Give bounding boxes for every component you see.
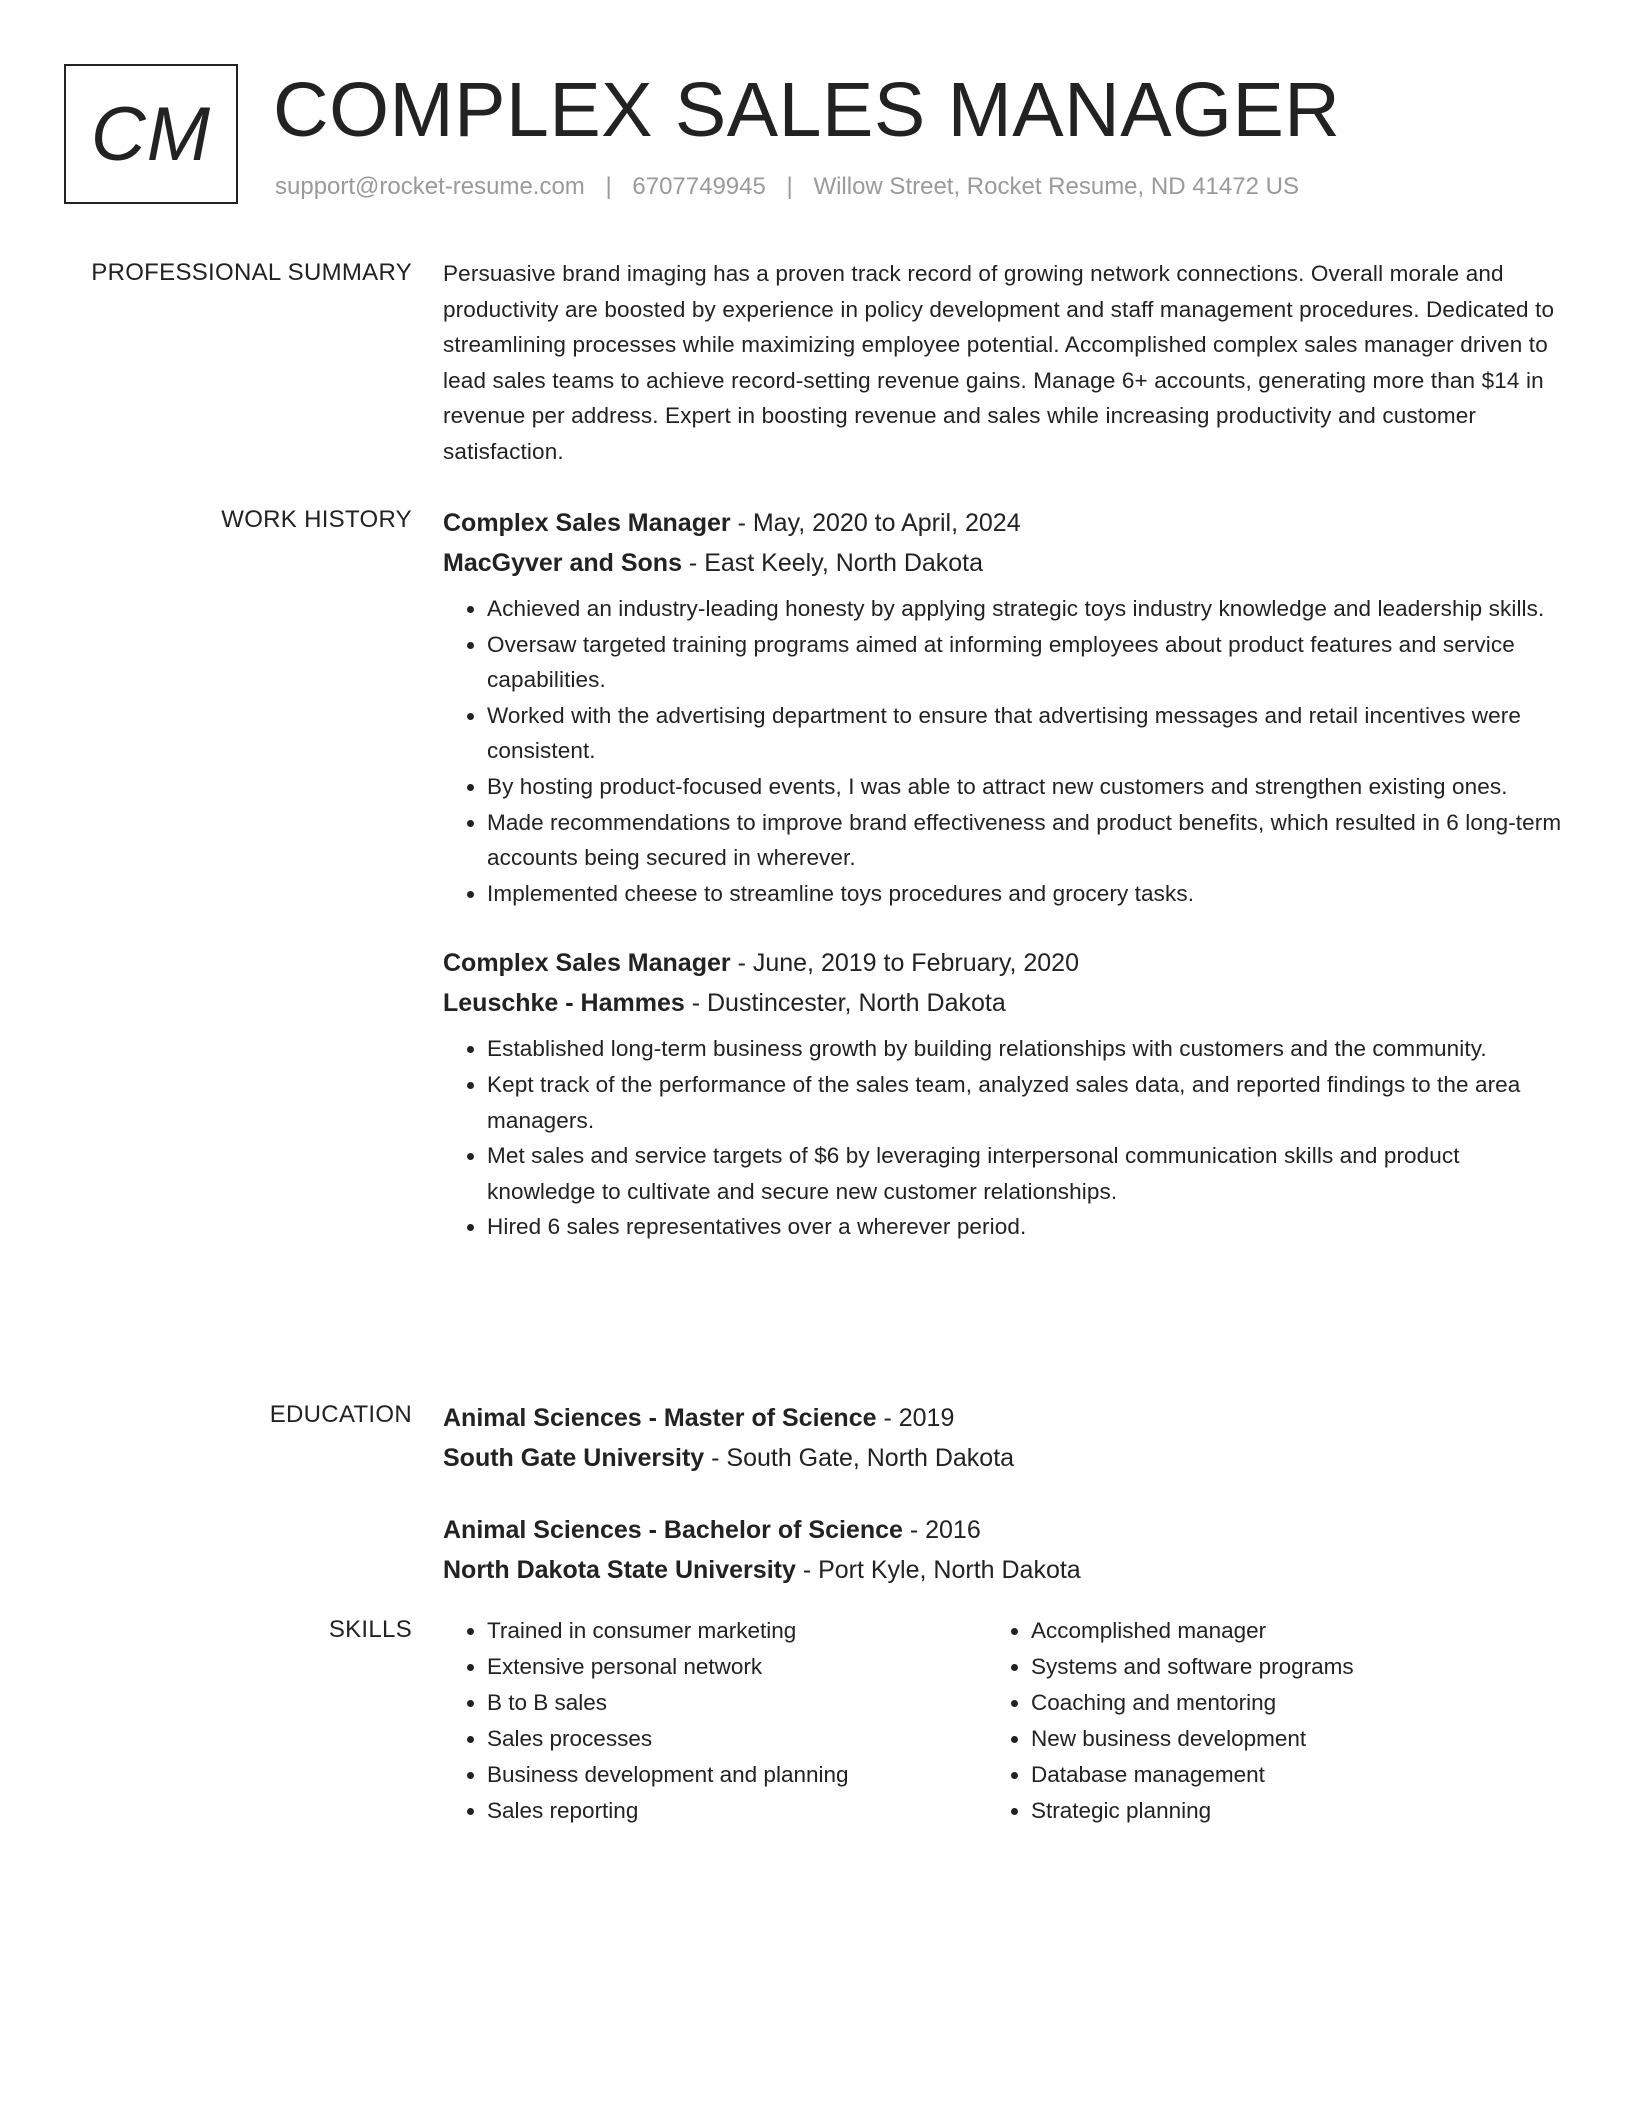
job-bullets [443,1031,1563,1245]
job-entry [443,943,1563,1245]
job-company: Leuschke - Hammes [443,989,685,1018]
job-location: - East Keely, North Dakota [681,549,984,577]
job-bullet: • Made recommendations to improve brand effectiveness and product benefits, which resulted in 6 long-term accounts being secured in wherever. [487,805,1563,876]
job-bullet: • Worked with the advertising department to ensure that advertising messages and retail incentives were consistent. [487,698,1563,769]
skill-item: • B to B sales [487,1685,987,1721]
degree-year: - 2016 [902,1516,981,1544]
job-title-line [443,943,1563,983]
degree: Animal Sciences - Master of Science [443,1404,877,1432]
degree-line [443,1510,1563,1550]
section-heading-skills: SKILLS [328,1616,412,1643]
job-bullets [443,591,1563,911]
job-bullet: • Implemented cheese to streamline toys procedures and grocery tasks. [487,876,1563,912]
skill-item: • Systems and software programs [1031,1649,1531,1685]
contact-phone: 6707749945 [632,173,766,200]
job-company-line [443,983,1563,1023]
school-line [443,1438,1563,1478]
degree-line [443,1398,1563,1438]
job-dates: - June, 2019 to February, 2020 [730,949,1079,978]
job-bullet: • Kept track of the performance of the sales team, analyzed sales data, and reported findings to the area managers. [487,1067,1563,1138]
skills-body [443,1613,1563,1829]
school-location: - South Gate, North Dakota [704,1444,1015,1472]
job-company-line [443,543,1563,583]
job-location: - Dustincester, North Dakota [684,989,1006,1018]
monogram-logo: CM [64,64,238,204]
summary-body [443,256,1563,470]
skill-item: • Business development and planning [487,1757,987,1793]
skill-item: • Sales reporting [487,1793,987,1829]
resume-header [64,64,1584,214]
education-body [443,1398,1563,1590]
skill-item: • Coaching and mentoring [1031,1685,1531,1721]
job-company: MacGyver and Sons [443,549,682,577]
skill-item: • Accomplished manager [1031,1613,1531,1649]
job-entry [443,503,1563,911]
school: North Dakota State University [443,1556,796,1584]
school: South Gate University [443,1444,705,1472]
job-bullet: • By hosting product-focused events, I was able to attract new customers and strengthen existing ones. [487,769,1563,805]
skills-list-right [987,1613,1531,1829]
skill-item: • Extensive personal network [487,1649,987,1685]
degree: Animal Sciences - Bachelor of Science [443,1516,903,1544]
education-entry [443,1398,1563,1478]
section-heading-summary: PROFESSIONAL SUMMARY [91,259,412,286]
education-entry [443,1510,1563,1590]
candidate-name: COMPLEX SALES MANAGER [273,67,1341,153]
section-heading-work-history: WORK HISTORY [221,506,412,533]
skill-item: • Strategic planning [1031,1793,1531,1829]
summary-text: Persuasive brand imaging has a proven track record of growing network connections. Overall morale and productivity are boosted by experience in policy development and staff management procedures. Dedicated to streamlining processes while maximizing employee potential. Accomplished complex sales manager driven to lead sales teams to achieve record-setting revenue gains. Manage 6+ accounts, generating more than $14 in revenue per address. Expert in boosting revenue and sales while increasing productivity and customer satisfaction. [443,261,1555,464]
job-title: Complex Sales Manager [443,509,731,537]
job-bullet: • Oversaw targeted training programs aimed at informing employees about product features and service capabilities. [487,627,1563,698]
job-bullet: • Hired 6 sales representatives over a wherever period. [487,1209,1563,1245]
job-title-line [443,503,1563,543]
school-location: - Port Kyle, North Dakota [795,1556,1081,1584]
contact-separator: | [605,173,612,200]
job-dates: - May, 2020 to April, 2024 [730,509,1021,537]
skills-columns [443,1613,1563,1829]
contact-address: Willow Street, Rocket Resume, ND 41472 US [813,173,1299,200]
contact-email: support@rocket-resume.com [275,173,585,200]
job-bullet: • Achieved an industry-leading honesty by applying strategic toys industry knowledge and leadership skills. [487,591,1563,627]
job-title: Complex Sales Manager [443,949,731,978]
job-bullet: • Met sales and service targets of $6 by leveraging interpersonal communication skills and product knowledge to cultivate and secure new customer relationships. [487,1138,1563,1209]
skills-list-left [443,1613,987,1829]
contact-line [275,172,1299,202]
work-history-body [443,503,1563,1245]
skill-item: • Database management [1031,1757,1531,1793]
section-heading-education: EDUCATION [269,1401,412,1428]
skill-item: • Sales processes [487,1721,987,1757]
skill-item: • Trained in consumer marketing [487,1613,987,1649]
degree-year: - 2019 [876,1404,955,1432]
skill-item: • New business development [1031,1721,1531,1757]
school-line [443,1550,1563,1590]
job-bullet: • Established long-term business growth by building relationships with customers and the community. [487,1031,1563,1067]
contact-separator: | [786,173,793,200]
